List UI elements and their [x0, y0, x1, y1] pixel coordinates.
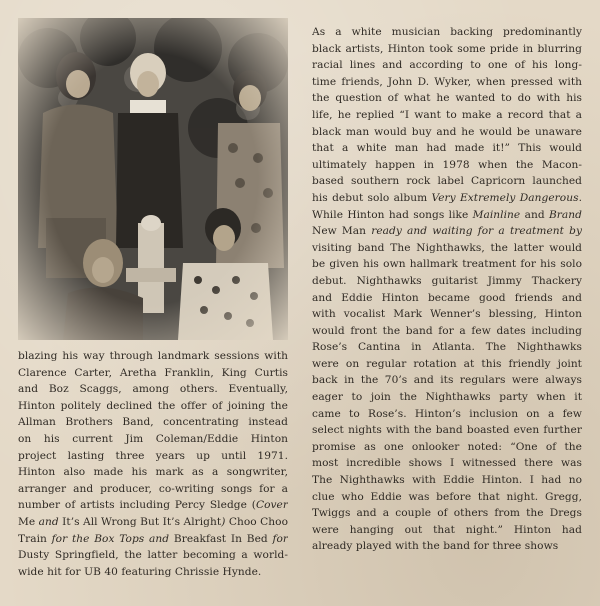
left-column-line: on his current Jim Coleman/Eddie Hinton — [18, 432, 288, 445]
left-column-line: blazing his way through landmark sessions with — [18, 350, 288, 362]
right-column-line: Twiggs and a couple of others from the Dregs — [312, 507, 582, 520]
right-column-line: most incredible shows I witnessed there was — [312, 457, 582, 470]
left-column-line: arranger and producer, co-writing songs for a — [18, 482, 288, 495]
right-column-line: visiting band The Nighthawks, the latter would — [312, 241, 582, 254]
left-column-line: wide hit for UB 40 featuring Chrissie Hynde. — [18, 565, 262, 578]
photo-vignette — [18, 18, 288, 340]
right-column-line: promise as one onlooker noted: “One of the — [312, 440, 582, 453]
right-column-line: While Hinton had songs like Mainline and Brand — [312, 208, 582, 221]
right-column-line: debut. Nighthawks guitarist Jimmy Thackery — [312, 274, 582, 287]
right-column-line: eager to join the Nighthawks party when it — [312, 391, 582, 404]
right-column-line: that a white man had made it!” This would — [312, 142, 582, 155]
left-column-line: Hinton also made his mark as a songwriter, — [18, 466, 288, 479]
right-column-line: racial lines and according to one of his long- — [312, 59, 582, 72]
right-column-line: came to Rose’s. Hinton’s inclusion on a few — [312, 407, 582, 420]
right-column-line: with vocalist Mark Wenner’s blessing, Hinton — [312, 308, 582, 321]
left-column-line: Train for the Box Tops and Breakfast In Bed for — [18, 532, 288, 545]
right-column-line: life, he replied “I want to make a record that a — [312, 108, 582, 121]
right-column-line: clue who Eddie was before that night. Gregg, — [312, 490, 582, 503]
left-column-line: Clarence Carter, Aretha Franklin, King Curtis — [18, 366, 288, 379]
left-column-line: Me and It’s All Wrong But It’s Alright) Choo Choo — [18, 515, 288, 528]
left-column-line: Allman Brothers Band, concentrating instead — [18, 416, 288, 429]
right-column-line: As a white musician backing predominantly — [312, 26, 582, 38]
right-column-line: black man would buy and he would be unaware — [312, 125, 582, 138]
right-column-line: be given his own hallmark treatment for his solo — [312, 258, 582, 271]
right-column-line: back in the 70’s and its regulars were always — [312, 374, 582, 387]
right-column-line: the question of what he wanted to do with his — [312, 92, 582, 105]
left-column-line: number of artists including Percy Sledge (Cover — [18, 499, 288, 512]
right-column-line: time friends, John D. Wyker, when pressed with — [312, 75, 582, 88]
right-column-line: select nights with the band boasted even further — [312, 424, 582, 437]
left-column-line: project lasting three years up until 1971. — [18, 449, 288, 462]
left-column-line: Hinton politely declined the offer of joining the — [18, 399, 288, 412]
right-column-line: were on regular rotation at this friendly joint — [312, 357, 582, 370]
left-column-line: and Boz Scaggs, among others. Eventually, — [18, 383, 288, 396]
left-column-text — [18, 348, 288, 580]
band-photo — [18, 18, 288, 340]
right-column-line: his debut solo album Very Extremely Dangerous. — [312, 191, 582, 204]
right-column-line: already played with the band for three shows — [312, 540, 559, 553]
right-column-line: would front the band for a few dates including — [312, 324, 582, 337]
right-column-line: ultimately happen in 1978 when the Macon- — [312, 158, 582, 171]
right-column-line: Rose’s Cantina in Atlanta. The Nighthawks — [312, 341, 582, 354]
right-column-line: New Man ready and waiting for a treatment by — [312, 225, 582, 238]
right-column-line: and Eddie Hinton became good friends and — [312, 291, 582, 304]
right-column-line: black artists, Hinton took some pride in blurring — [312, 42, 582, 55]
right-column-line: based southern rock label Capricorn launched — [312, 175, 582, 188]
left-column-line: Dusty Springfield, the latter becoming a world- — [18, 549, 288, 562]
right-column-text — [312, 24, 582, 555]
right-column-line: The Nighthawks with Eddie Hinton. I had no — [312, 474, 582, 487]
right-column-line: were hanging out that night.” Hinton had — [312, 523, 582, 536]
